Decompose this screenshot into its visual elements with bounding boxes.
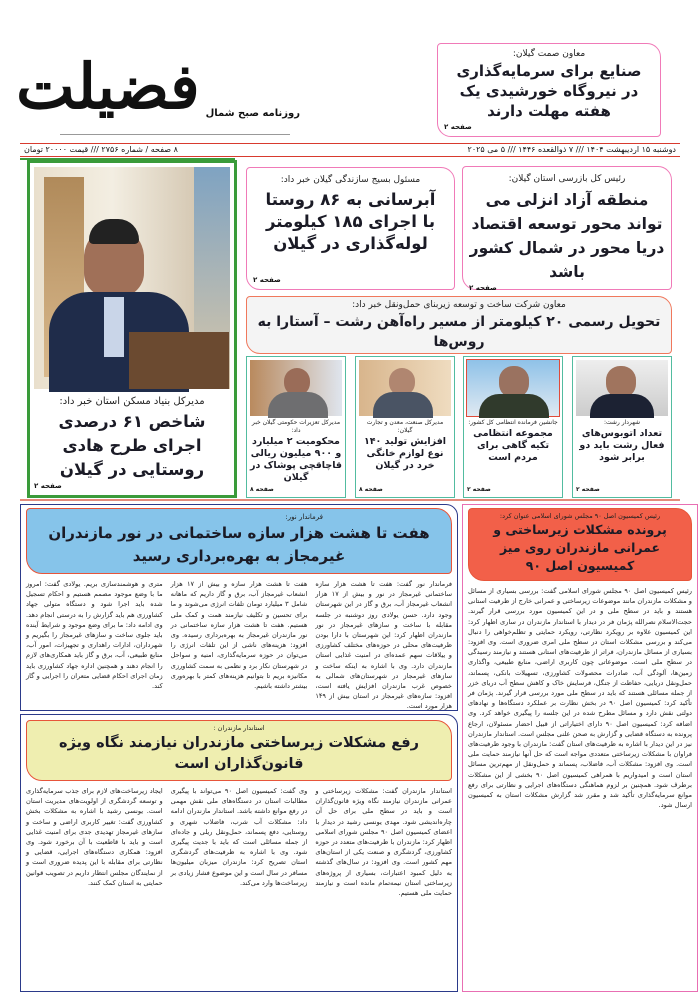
- dateline: [20, 143, 680, 157]
- headline: افزایش تولید ۱۴۰ نوع لوازم خانگی خرد در گیلان: [363, 436, 447, 471]
- photo-commander: [467, 360, 559, 416]
- story-housing[interactable]: [27, 160, 237, 498]
- headline: آبرسانی به ۸۶ روستا با اجرای ۱۸۵ کیلومتر لوله‌گذاری در گیلان: [265, 190, 436, 253]
- article-body: [468, 586, 692, 986]
- issue-info: ۸ صفحه / شماره ۲۷۵۶ /// قیمت ۲۰۰۰۰ تومان: [24, 145, 178, 154]
- photo-official-podium: [34, 167, 230, 389]
- card-story[interactable]: [355, 356, 455, 498]
- article-body: [25, 579, 452, 711]
- kicker: جانشین فرمانده انتظامی کل کشور:: [468, 419, 558, 426]
- kicker: رئیس کمیسیون اصل ۹۰ مجلس شورای اسلامی عنوان کرد:: [499, 512, 661, 520]
- headline: رفع مشکلات زیرساختی مازندران نیازمند نگاه ویژه قانون‌گذاران است: [59, 735, 419, 772]
- page-ref: صفحه ۲: [467, 486, 491, 493]
- headline: هفت تا هشت هزار سازه ساختمانی در نور مازندران غیرمجاز به بهره‌برداری رسید: [48, 524, 430, 565]
- column: استاندار مازندران گفت: مشکلات زیرساختی و عمرانی مازندران نیازمند نگاه ویژه قانون‌گذاران است و باید در سطح ملی برای حل آن چاره‌اندیشی شود. مهدی یونسی رشید در دیدار با اعضای کمیسیون اصل ۹۰ مجلس شورای اسلامی اظهار کرد: مازندران با ظرفیت‌های متعدد در حوزه کشاورزی، گردشگری و صنعت یکی از استان‌های مهم کشور است. وی افزود: در سال‌های گذشته به دلیل کمبود اعتبارات، بسیاری از پروژه‌های زیرساختی استان نیمه‌تمام مانده است و نیازمند حمایت ملی هستیم.: [315, 787, 452, 898]
- photo-official: [250, 360, 342, 416]
- kicker: مدیرکل صنعت، معدن و تجارت گیلان:: [366, 419, 444, 434]
- headline: محکومیت ۲ میلیارد و ۹۰۰ میلیون ریالی قاچاقچی پوشاک در گیلان: [250, 436, 342, 483]
- column: ایجاد زیرساخت‌های لازم برای جذب سرمایه‌گذاری و توسعه گردشگری از اولویت‌های مدیریت استان است. یونسی رشید با اشاره به مشکلات بخش کشاورزی گفت: تغییر کاربری اراضی و ساخت و سازهای غیرمجاز تهدیدی جدی برای امنیت غذایی است و باید با قاطعیت با آن برخورد شود. وی افزود: همکاری دستگاه‌های اجرایی، قضایی و نظارتی برای مقابله با این پدیده ضروری است و از نمایندگان مجلس انتظار داریم در تصویب قوانین حمایتی به استان کمک کنند.: [25, 787, 163, 887]
- story-commission[interactable]: [462, 504, 698, 992]
- story-noor[interactable]: [20, 504, 458, 711]
- headline: تعداد اتوبوس‌های فعال رشت باید دو برابر شود: [579, 428, 665, 463]
- story-governor[interactable]: [20, 714, 458, 992]
- headline: منطقه آزاد انزلی می تواند محور توسعه اقتصاد دریا محور در شمال کشور باشد: [469, 191, 665, 281]
- page-ref: صفحه ۸: [359, 486, 383, 493]
- headline-box: [26, 720, 452, 781]
- card-story[interactable]: [463, 356, 563, 498]
- column: متری و هوشمندسازی بریم. یولادی گفت: امروز ما با وضع موجود مصمم هستیم و احکام تسجیل شده باید اجرا شود و دستگاه متولی جهاد کشاورزی هم باید گزارش را به درستی انجام دهد. وی ادامه داد: ما برای وضع موجود و شرایط آینده باید جلوی ساخت و سازهای غیرمجاز را بگیریم و شهرداران، ادارات راهداری و تجهیزات، امور آب، منابع طبیعی، آب، برق و گاز باید همکاری‌های لازم را انجام دهند و همچنین اداره جهاد کشاورزی باید زمان اجرای احکام قضایی متعران را اجرایی و گاز کند.: [25, 580, 163, 691]
- headline: شاخص ۶۱ درصدی اجرای طرح هادی روستایی در گیلان: [58, 412, 206, 479]
- kicker: استاندار مازندران :: [213, 724, 265, 732]
- headline: مجموعه انتظامی تکیه گاهی برای مردم است: [473, 428, 553, 463]
- column: رئیس کمیسیون اصل ۹۰ مجلس شورای اسلامی گفت: بررسی بسیاری از مسائل و مشکلات مازندران مانند موضوعات زیرساختی و عمرانی خارج از ظرفیت استانی هستند و باید در سطح ملی و در این کمیسیون مورد بررسی قرار گیرند. حجت‌الاسلام نصرالله پژمان فر در دیدار با استاندار مازندران در ساری اظهار کرد: این کمیسیون علاوه بر رویکرد نظارتی، رویکرد حمایتی و تظلم‌خواهی را دنبال می‌کند و بررسی مشکلات استان در سطح ملی امری ضروری است. وی افزود: بسیاری از مسائل مازندران، فراتر از ظرفیت‌های استانی هستند و نیازمند رسیدگی در سطح ملی است. موضوعاتی چون کاربری اراضی، منابع طبیعی، واگذاری زمین‌ها، آلودگی آب، صادرات محصولات کشاورزی، تسهیلات بانکی، پسماند، حمل‌ونقل دریایی، حفاظت از جنگل، فرسایش خاک و کاهش سطح آب دریای خزر از جمله مسائلی هستند که باید در سطح ملی مورد بررسی قرار گیرند. پژمان فر تأکید کرد: کمیسیون اصل ۹۰ در بخش نظارت بر عملکرد دستگاه‌ها و نهادهای دولتی نقش دارد و مسائل مطرح شده در این جلسه را پیگیری خواهد کرد. وی اضافه کرد: کمیسیون اصل ۹۰ دارای اختیاراتی از قبیل احضار مسئولان، ارجاع پرونده به دستگاه قضایی و گزارش به صحن علنی مجلس است. استاندار مازندران نیز در این دیدار با اشاره به ظرفیت‌های استان گفت: مازندران با وجود ظرفیت‌های فراوان با مشکلات زیرساختی متعددی مواجه است که حل آنها نیازمند حمایت ملی است. وی افزود: مشکلات آب، فاضلاب، پسماند و حمل‌ونقل از مهم‌ترین مسائل استان است و امیدواریم با همراهی کمیسیون اصل ۹۰ بخشی از این مشکلات برطرف شود. همچنین بر لزوم هماهنگی دستگاه‌های اجرایی و نظارتی برای رفع موانع سرمایه‌گذاری تأکید شد و مقرر شد گزارش مشکلات استان به کمیسیون ارسال شود.: [468, 587, 692, 810]
- masthead-logo: [16, 38, 300, 138]
- divider: [20, 499, 680, 501]
- column: فرماندار نور گفت: هفت تا هشت هزار سازه ساختمانی غیرمجاز در نور و بیش از ۱۷ هزار انشعاب غیرمجاز آب، برق و گاز در این شهرستان وجود دارد. حسن یولادی روز دوشنبه در جلسه مقابله با ساخت و سازهای غیرمجاز در نور مازندران اظهار کرد: این شهرستان با دارا بودن ظرفیت‌های محلی در حوزه‌های مختلف کشاورزی و ییلاقات سهم عمده‌ای در امنیت غذایی استان مازندران دارد. وی با اشاره به اینکه ساخت و سازهای غیرمجاز در شهرستان‌های شمالی به خصوص غرب مازندران افزایش یافته است، افزود: سازه‌های غیرمجاز در استان بیش از ۱۴۹ هزار مورد است.: [315, 580, 452, 711]
- story-rail[interactable]: [246, 296, 672, 354]
- card-story[interactable]: [572, 356, 672, 498]
- top-story-box[interactable]: [437, 43, 661, 137]
- story-anzali[interactable]: [462, 166, 672, 290]
- page-ref: صفحه ۲: [469, 284, 497, 292]
- headline: صنایع برای سرمایه‌گذاری در نیروگاه خورشیدی یک هفته مهلت دارند: [456, 62, 642, 120]
- story-water[interactable]: [246, 167, 455, 290]
- page-ref: صفحه ۲: [34, 482, 62, 490]
- photo-mayor: [576, 360, 668, 416]
- logo-wordmark: فضیلت: [16, 50, 200, 123]
- page-ref: صفحه ۲: [253, 276, 281, 284]
- kicker: معاون شرکت ساخت و توسعه زیربنای حمل‌ونقل خبر داد:: [352, 300, 566, 310]
- kicker: شهردار رشت:: [603, 419, 641, 426]
- kicker: رئیس کل بازرسی استان گیلان:: [508, 174, 626, 184]
- page-ref: صفحه ۸: [250, 486, 274, 493]
- kicker: فرماندار نور:: [285, 513, 323, 521]
- headline-box: [468, 508, 692, 581]
- kicker: معاون صمت گیلان:: [512, 49, 586, 59]
- date: دوشنبه ۱۵ اردیبهشت ۱۴۰۴ /// ۷ ذوالقعده ۱۴۴۶ /// ۵ می ۲۰۲۵: [467, 145, 676, 154]
- masthead-subtitle: روزنامه صبح شمال: [205, 108, 300, 119]
- headline-box: [26, 508, 452, 574]
- card-story[interactable]: [246, 356, 346, 498]
- kicker: مدیرکل بنیاد مسکن استان خبر داد:: [59, 396, 205, 407]
- kicker: مدیرکل تعزیرات حکومتی گیلان خبر داد:: [251, 419, 341, 434]
- page-ref: صفحه ۲: [444, 123, 472, 131]
- headline: پرونده مشکلات زیرساختی و عمرانی مازندران روی میز کمیسیون اصل ۹۰: [493, 522, 667, 573]
- column: وی گفت: کمیسیون اصل ۹۰ می‌تواند با پیگیری مطالبات استان در دستگاه‌های ملی نقش مهمی در رفع موانع داشته باشد. استاندار مازندران ادامه داد: مشکلات آب شرب، فاضلاب شهری و روستایی، دفع پسماند، حمل‌ونقل ریلی و جاده‌ای از جمله مسائلی است که باید با جدیت پیگیری شود. وی با اشاره به ظرفیت‌های گردشگری استان تصریح کرد: مازندران میزبان میلیون‌ها مسافر در سال است و این موضوع فشار زیادی بر زیرساخت‌ها وارد می‌کند.: [170, 787, 308, 887]
- headline: تحویل رسمی ۲۰ کیلومتر از مسیر راه‌آهن رشت – آستارا به روس‌ها: [257, 314, 661, 350]
- photo-official: [359, 360, 451, 416]
- article-body: [26, 786, 452, 986]
- kicker: مسئول بسیج سازندگی گیلان خبر داد:: [280, 175, 421, 185]
- column: هفت تا هشت هزار سازه و بیش از ۱۷ هزار انشعاب غیرمجاز آب، برق و گاز داریم که ماهانه شامل ۳ میلیارد تومان تلفات انرژی می‌شوند و ما برای تحسین و تکلیف نیازمند همت و کمک ملی هستیم. هفت تا هشت هزار سازه ساختمانی در نور مازندران غیرمجاز به بهره‌برداری رسیده. وی افزود: هزینه‌های ناشی از این تلفات انرژی را می‌توان در حوزه سرمایه‌گذاری، امنیه و سواحل در شهرستان نکار برد و نظمی به سمت کشاورزی مکانیزه بریم تا بتوانیم هزینه‌های کمتر با بهره‌وری بیشتر داشته باشیم.: [170, 580, 308, 691]
- divider: [60, 134, 290, 135]
- page-ref: صفحه ۲: [576, 486, 600, 493]
